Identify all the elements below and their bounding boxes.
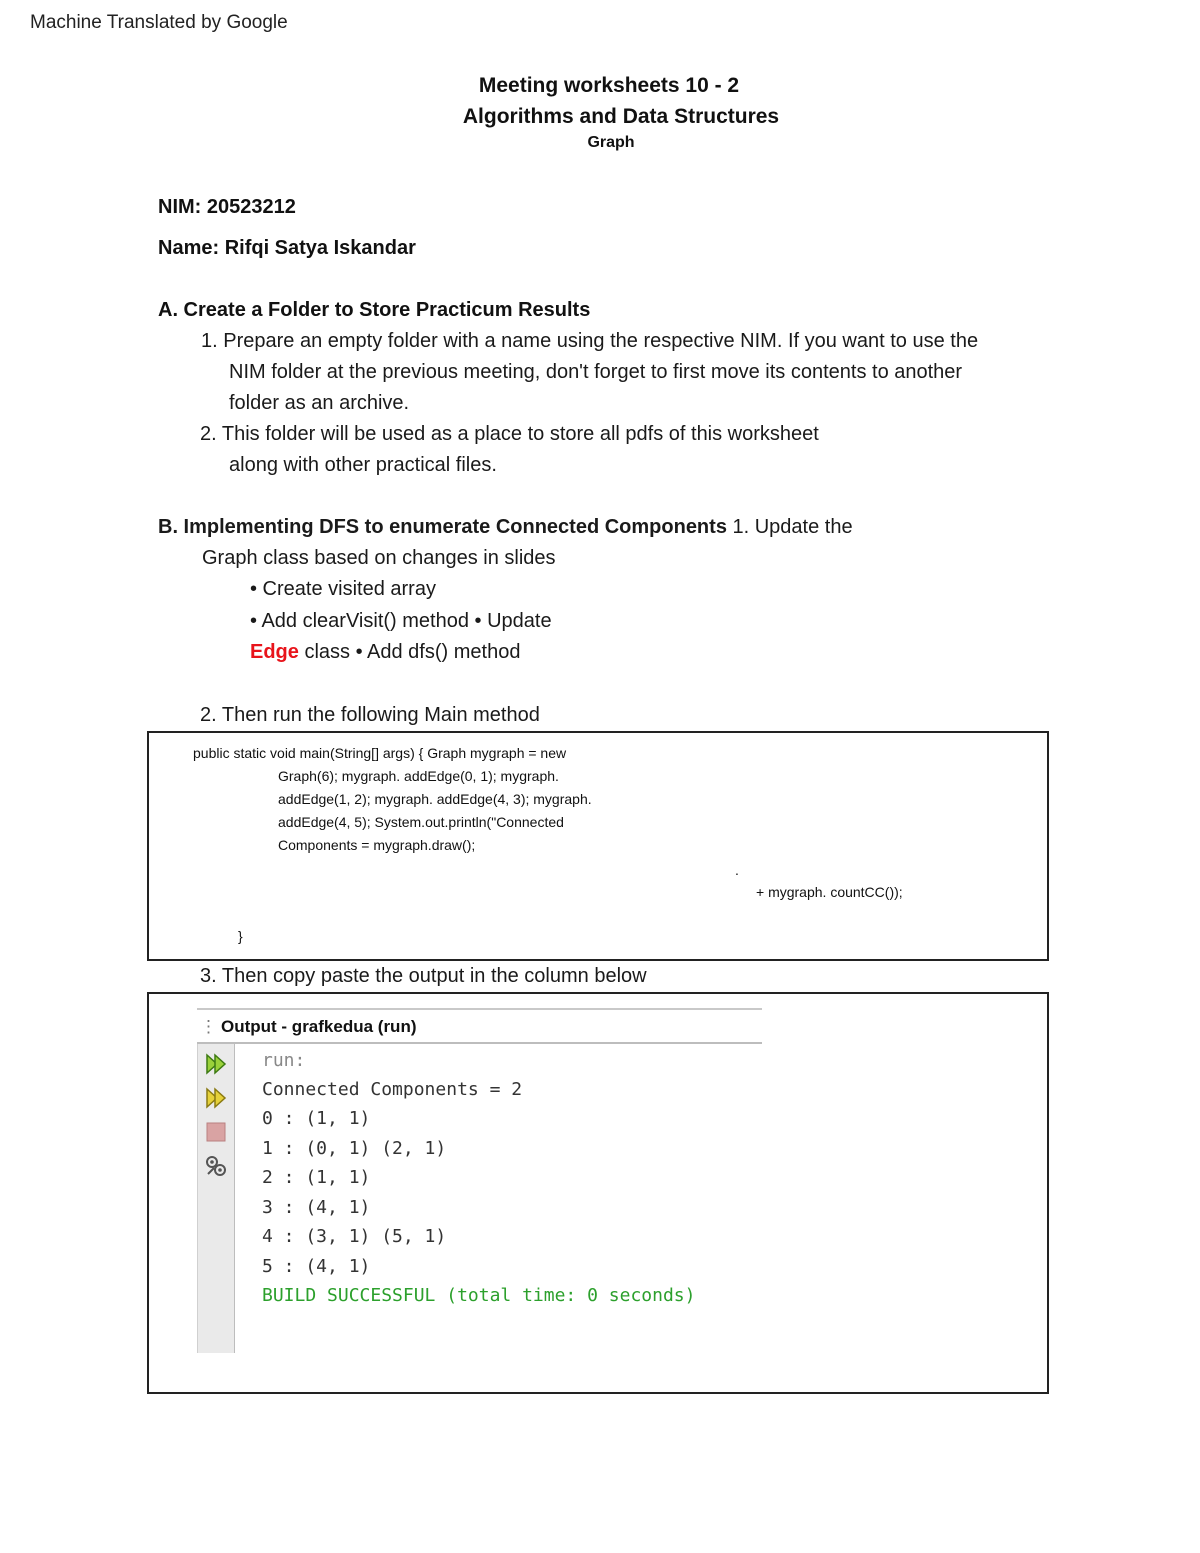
code-line-3: addEdge(1, 2); mygraph. addEdge(4, 3); mygraph. (278, 791, 592, 807)
code-line-5: Components = mygraph.draw(); (278, 837, 476, 853)
section-b-heading: B. Implementing DFS to enumerate Connected Components (158, 516, 727, 538)
output-line-vertex-0: 0 : (1, 1) (262, 1108, 371, 1129)
output-panel-title: Output - grafkedua (run) (221, 1017, 417, 1036)
code-closing-brace: } (238, 928, 243, 944)
stop-icon[interactable] (204, 1120, 228, 1144)
output-line-build-successful: BUILD SUCCESSFUL (total time: 0 seconds) (262, 1285, 696, 1306)
section-a-item1-line2: NIM folder at the previous meeting, don't forget to first move its contents to another (229, 361, 963, 383)
section-a-item2-line2: along with other practical files. (229, 454, 497, 476)
student-nim: NIM: 20523212 (158, 196, 296, 218)
output-line-run: run: (262, 1050, 306, 1071)
course-title: Algorithms and Data Structures (462, 105, 780, 128)
student-name: Name: Rifqi Satya Iskandar (158, 237, 416, 259)
section-b-line2: Graph class based on changes in slides (202, 547, 556, 569)
rerun-with-params-icon[interactable] (204, 1086, 228, 1110)
output-line-vertex-1: 1 : (0, 1) (2, 1) (262, 1138, 447, 1159)
edge-keyword: Edge (250, 641, 299, 663)
output-panel-header (197, 1012, 762, 1044)
output-toolbar (197, 1044, 235, 1353)
section-a-item2-line1: 2. This folder will be used as a place to store all pdfs of this worksheet (200, 423, 819, 445)
section-a-item1-line1: 1. Prepare an empty folder with a name using the respective NIM. If you want to use the (201, 330, 979, 352)
code-line-4: addEdge(4, 5); System.out.println("Connected (278, 814, 564, 830)
section-b-heading-line (158, 516, 853, 539)
machine-translated-note: Machine Translated by Google (30, 12, 288, 33)
output-line-vertex-3: 3 : (4, 1) (262, 1197, 371, 1218)
section-b-bullet1: • Create visited array (250, 578, 436, 600)
section-b-bullet3 (250, 641, 520, 664)
section-b-bullet3-text: class • Add dfs() method (298, 641, 521, 663)
section-a-item1-line3: folder as an archive. (229, 392, 410, 414)
output-line-vertex-5: 5 : (4, 1) (262, 1256, 371, 1277)
topic-title: Graph (587, 134, 635, 151)
worksheet-title: Meeting worksheets 10 - 2 (478, 74, 740, 97)
output-line-vertex-4: 4 : (3, 1) (5, 1) (262, 1226, 447, 1247)
code-line-6: + mygraph. countCC()); (756, 884, 903, 900)
section-b-step2: 2. Then run the following Main method (200, 704, 540, 726)
section-b-bullet2: • Add clearVisit() method • Update (250, 610, 552, 632)
output-line-connected-components: Connected Components = 2 (262, 1079, 523, 1100)
drag-grip-icon[interactable]: ⋮ (200, 1017, 217, 1036)
code-line-2: Graph(6); mygraph. addEdge(0, 1); mygraph. (278, 768, 559, 784)
rerun-icon[interactable] (204, 1052, 228, 1076)
section-a-heading: A. Create a Folder to Store Practicum Results (158, 299, 591, 321)
section-b-step3: 3. Then copy paste the output in the column below (200, 965, 647, 987)
code-dot: . (735, 862, 739, 878)
section-b-step1: 1. Update the (726, 516, 853, 538)
ide-top-border (197, 1008, 762, 1010)
output-line-vertex-2: 2 : (1, 1) (262, 1167, 371, 1188)
code-line-1: public static void main(String[] args) { Graph mygraph = new (193, 745, 567, 761)
settings-icon[interactable] (204, 1154, 228, 1178)
